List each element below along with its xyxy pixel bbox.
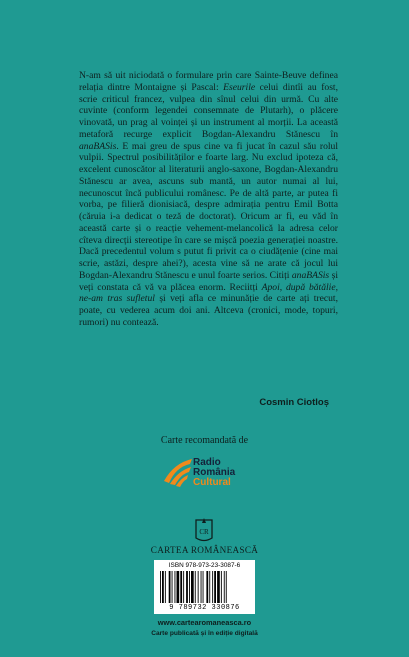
radio-romania-cultural-logo xyxy=(193,458,235,487)
recommendation-label: Carte recomandată de xyxy=(160,435,249,446)
barcode-icon xyxy=(158,571,251,603)
blurb-text-run: . E mai greu de spus cine va fi jucat în cazul său rolul vulpii. Spectrul posibilităților e foarte larg. Nu exclud ipoteza că, excelent cunoscător al literaturii anglo-saxone, Bogdan-Alexandru Stănescu ar avea, ascuns sub mantă, un autor numai al lui, necunoscut încă publicului românesc. Pe de altă parte, ar putea fi vorba, pe filieră dionisiacă, despre admirația pentru Emil Botta (căruia i-a dedicat o teză de doctorat). Oricum ar fi, eu văd în această carte și o reacție vehement-melancolică la adresa celor cîteva direcții stereotipe în care se mișcă poezia generației noastre. Dacă precedentul volum s putut fi privit ca o ciudățenie (cine mai scrie, astăzi, despre ahei?), acesta vine să ne arate că jocul lui Bogdan-Alexandru Stănescu e unul foarte serios. Citiți xyxy=(79,140,338,281)
barcode-bar xyxy=(160,571,161,603)
blurb-text-run: și veți afla ce minunăție de carte ați trecut, poate, cu vederea acum doi ani. Altceva (cronici, mode, topuri, rumori) nu contează. xyxy=(79,293,338,328)
barcode-bar xyxy=(183,571,184,603)
author-signature: Cosmin Ciotloș xyxy=(259,397,329,408)
barcode-bar xyxy=(191,571,194,603)
blurb-text-run: N-am să uit niciodată o formulare prin care Sainte-Beuve definea relația dintre Montaigne și Pascal: xyxy=(79,70,338,93)
barcode-bar xyxy=(165,571,166,603)
barcode-bar xyxy=(226,571,227,603)
barcode-bar xyxy=(206,571,208,603)
barcode xyxy=(154,560,255,614)
barcode-bar xyxy=(217,571,220,603)
barcode-bar xyxy=(195,571,196,603)
barcode-bar xyxy=(169,571,171,603)
blurb-italic-run: anaBASis xyxy=(291,269,330,281)
radio-line2: România xyxy=(193,466,236,478)
blurb-italic-run: Apoi, după bătălie, ne-am tras sufletul xyxy=(79,281,339,305)
barcode-bar xyxy=(162,571,164,603)
radio-line3: Cultural xyxy=(193,476,231,488)
barcode-bar xyxy=(203,571,204,603)
barcode-bar xyxy=(180,571,182,603)
barcode-bar xyxy=(214,571,216,603)
barcode-bar xyxy=(189,571,190,603)
blurb-italic-run: anaBASis xyxy=(79,140,117,152)
barcode-bar xyxy=(198,571,199,603)
barcode-bar xyxy=(212,571,213,603)
barcode-bar xyxy=(201,571,202,603)
blurb-text-run: celui dintîi au fost, scrie criticul francez, vulpea din sînul celui din urmă. Cu alte cuvinte (conform legendei consemnate de Plutarh), o plăcere vinovată, un prag al voinței și un instrument al morții. La această metaforă recurge explicit Bogdan-Alexandru Stănescu în xyxy=(79,81,338,140)
blurb-text-run: și veți constata că vă va plăcea enorm. Reciitți xyxy=(79,269,338,293)
digital-edition-note: Carte publicată și în ediție digitală xyxy=(151,630,258,637)
barcode-bar xyxy=(221,571,222,603)
barcode-bar xyxy=(186,571,188,603)
publisher-website: www.cartearomaneasca.ro xyxy=(157,618,252,627)
publisher-logo-text: CR xyxy=(199,528,209,536)
cartea-romaneasca-logo-icon xyxy=(193,516,215,544)
barcode-bar xyxy=(175,571,176,603)
blurb-italic-run: Eseurile xyxy=(223,81,256,93)
barcode-bar xyxy=(224,571,225,603)
barcode-bar xyxy=(209,571,210,603)
blurb-paragraph xyxy=(79,70,338,329)
barcode-bar xyxy=(177,571,180,603)
isbn-number: ISBN 978-973-23-3087-6 xyxy=(168,562,241,569)
radio-line1: Radio xyxy=(193,457,221,468)
publisher-name: CARTEA ROMÂNEASCĂ xyxy=(150,545,259,555)
barcode-bar xyxy=(172,571,173,603)
blurb-text xyxy=(79,70,338,329)
barcode-number: 9 789732 330876 xyxy=(169,604,240,612)
